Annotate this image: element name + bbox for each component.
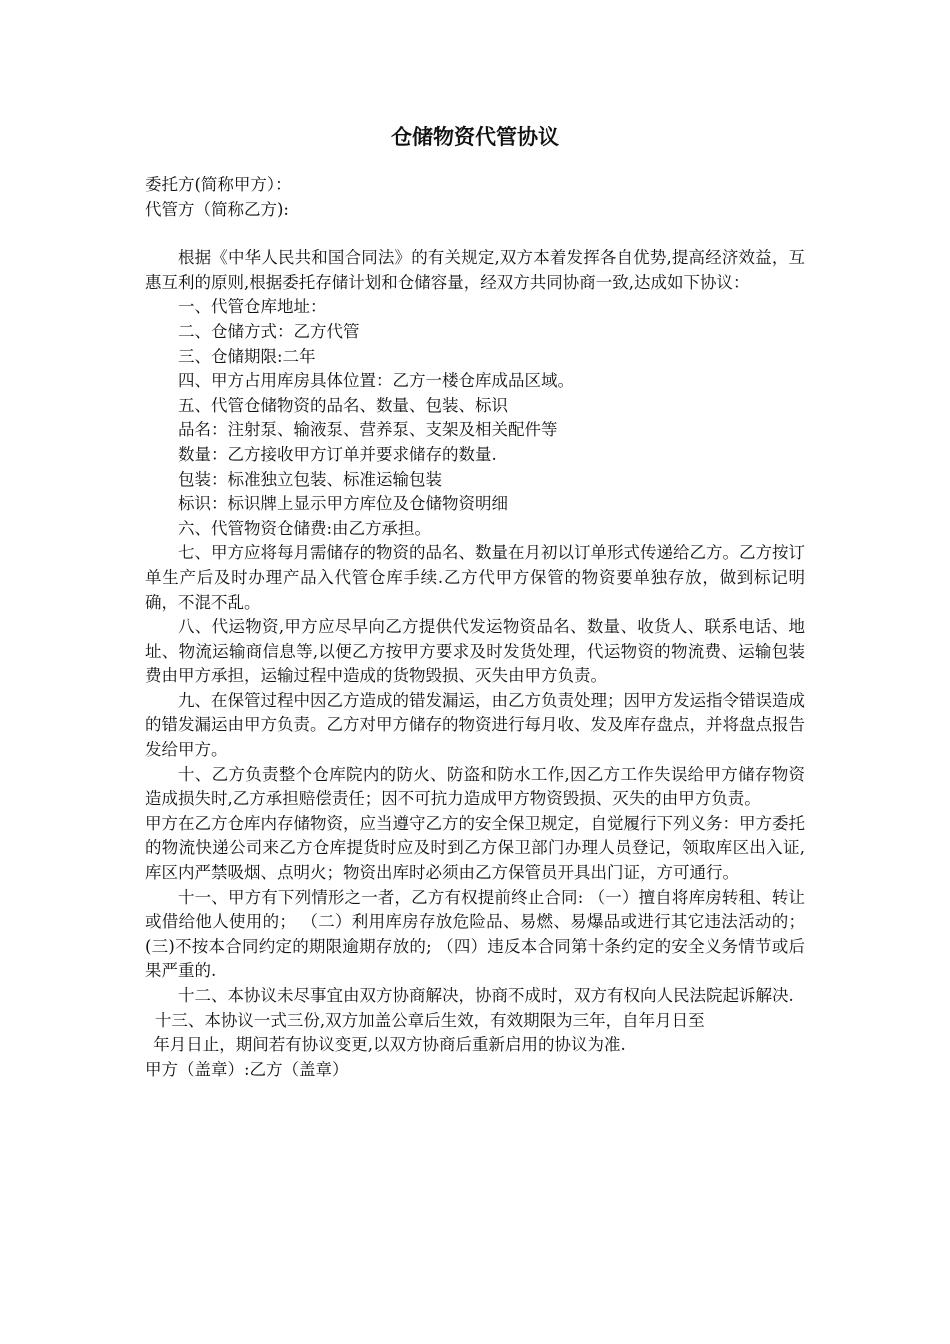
clause-1: 一、代管仓库地址： bbox=[178, 297, 327, 317]
clause-10: 十、乙方负责整个仓库院内的防火、防盗和防水工作,因乙方工作失误给甲方储存物资造成损失时,乙方承担赔偿责任；因不可抗力造成甲方物资毁损、灭失的由甲方负责。 bbox=[145, 764, 805, 809]
clause-5-marking: 标识：标识牌上显示甲方库位及仓储物资明细 bbox=[178, 494, 508, 514]
clause-2: 二、仓储方式：乙方代管 bbox=[178, 321, 360, 341]
clause-7: 七、甲方应将每月需储存的物资的品名、数量在月初以订单形式传递给乙方。乙方按订单生产后及时办理产品入代管仓库手续.乙方代甲方保管的物资要单独存放，做到标记明确，不混不乱。 bbox=[145, 543, 805, 612]
clause-5-packaging: 包装：标准独立包装、标准运输包装 bbox=[178, 469, 442, 489]
clause-13-line-2: 年月日止，期间若有协议变更,以双方协商后重新启用的协议为准. bbox=[153, 1035, 626, 1055]
clause-6: 六、代管物资仓储费:由乙方承担。 bbox=[178, 518, 432, 538]
clause-3: 三、仓储期限:二年 bbox=[178, 346, 316, 366]
clause-9: 九、在保管过程中因乙方造成的错发漏运，由乙方负责处理；因甲方发运指令错误造成的错发漏运由甲方负责。乙方对甲方储存的物资进行每月收、发及库存盘点，并将盘点报告发给甲方。 bbox=[145, 690, 805, 760]
signature-line: 甲方（盖章）:乙方（盖章） bbox=[145, 1059, 349, 1079]
clause-4: 四、甲方占用库房具体位置：乙方一楼仓库成品区域。 bbox=[178, 371, 574, 391]
paragraph-gap bbox=[145, 222, 805, 246]
clause-5-product-name: 品名：注射泵、输液泵、营养泵、支架及相关配件等 bbox=[178, 420, 558, 440]
intro-paragraph: 根据《中华人民共和国合同法》的有关规定,双方本着发挥各自优势,提高经济效益，互惠互利的原则,根据委托存储计划和仓储容量，经双方共同协商一致,达成如下协议： bbox=[145, 248, 805, 292]
clause-5-quantity: 数量：乙方接收甲方订单并要求储存的数量. bbox=[178, 444, 497, 464]
clause-5: 五、代管仓储物资的品名、数量、包装、标识 bbox=[178, 395, 508, 415]
clause-12: 十二、本协议未尽事宜由双方协商解决，协商不成时，双方有权向人民法院起诉解决. bbox=[178, 986, 794, 1005]
clause-8: 八、代运物资,甲方应尽早向乙方提供代发运物资品名、数量、收货人、联系电话、地址、物流运输商信息等,以便乙方按甲方要求及时发货处理，代运物资的物流费、运输包装费由甲方承担，运输过程中造成的货物毁损、灭失由甲方负责。 bbox=[145, 617, 805, 686]
contract-body bbox=[145, 173, 805, 1082]
security-obligations-paragraph: 甲方在乙方仓库内存储物资，应当遵守乙方的安全保卫规定，自觉履行下列义务：甲方委托的物流快递公司来乙方仓库提货时应及时到乙方保卫部门办理人员登记，领取库区出入证,库区内严禁吸烟、点明火；物资出库时必须由乙方保管员开具出门证，方可通行。 bbox=[145, 813, 805, 883]
document-title: 仓储物资代管协议 bbox=[391, 124, 559, 149]
clause-11: 十一、甲方有下列情形之一者，乙方有权提前终止合同: （一）擅自将库房转租、转让或借给他人使用的； （二）利用库房存放危险品、易燃、易爆品或进行其它违法活动的； (三)不按本合同约定的期限逾期存放的; （四）违反本合同第十条约定的安全义务情节或后果严重的. bbox=[145, 887, 805, 981]
custodian-party-line: 代管方（简称乙方): bbox=[145, 199, 289, 219]
clause-13-line-1: 十三、本协议一式三份,双方加盖公章后生效，有效期限为三年，自年月日至 bbox=[154, 1010, 705, 1030]
client-party-line: 委托方(简称甲方）： bbox=[145, 175, 292, 194]
